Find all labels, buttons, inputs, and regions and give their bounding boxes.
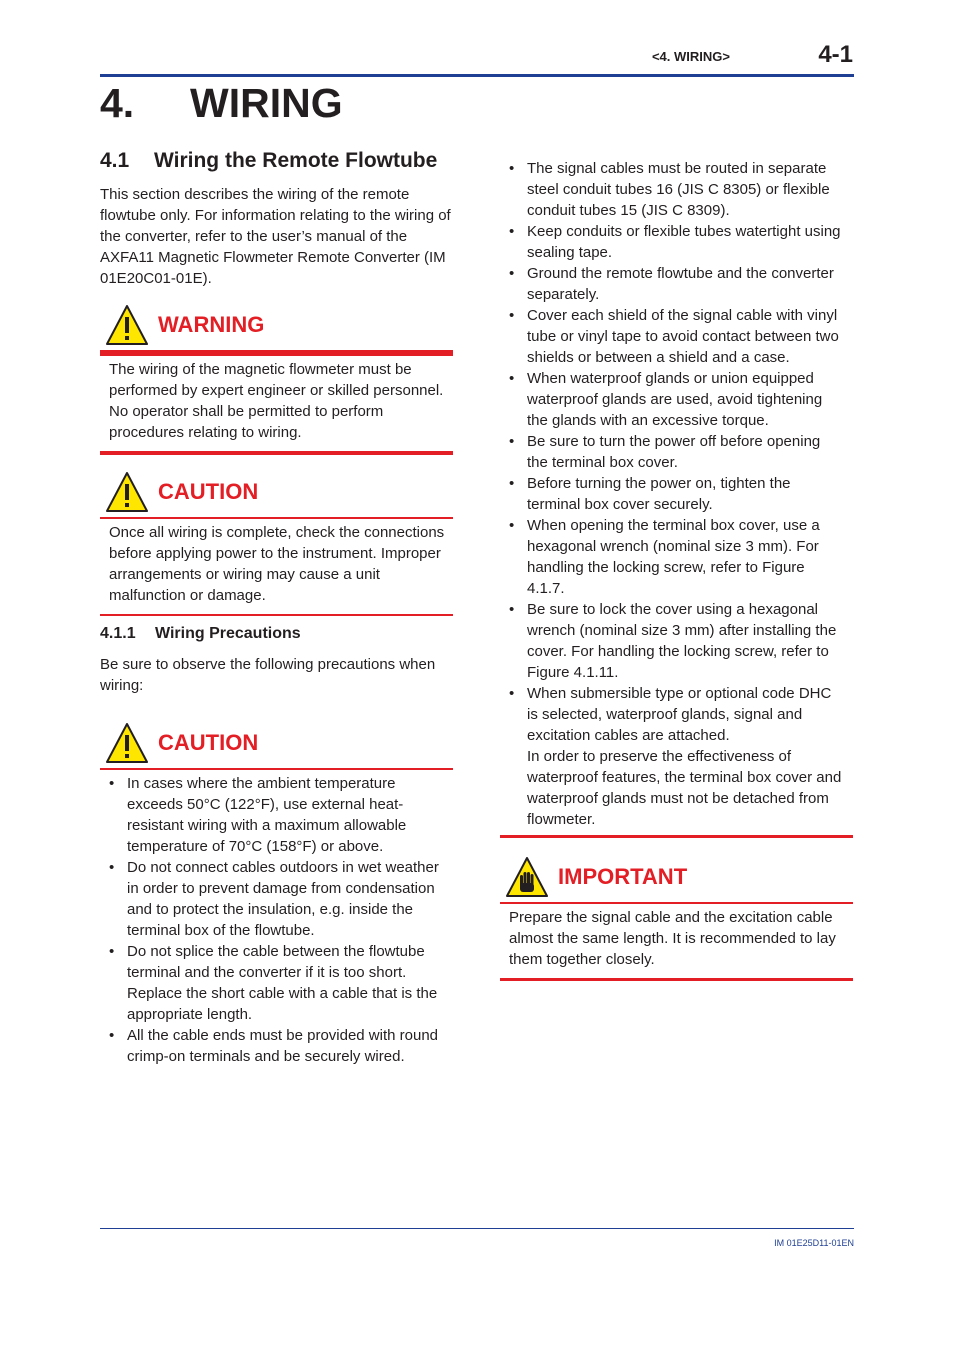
caution-continued-list bbox=[509, 158, 845, 830]
list-item: • When waterproof glands or union equipped waterproof glands are used, avoid tightening the glands with an excessive torque. bbox=[509, 368, 845, 431]
section-heading bbox=[100, 149, 437, 173]
list-item: • Be sure to lock the cover using a hexagonal wrench (nominal size 3 mm) after installing the cover. For handling the locking screw, refer to Figure 4.1.11. bbox=[509, 599, 845, 683]
chapter-title: WIRING bbox=[190, 80, 343, 126]
caution-triangle-icon bbox=[105, 471, 149, 513]
caution-triangle-icon bbox=[105, 722, 149, 764]
subsection-heading bbox=[100, 625, 301, 643]
subsection-number: 4.1.1 bbox=[100, 625, 136, 642]
warning-triangle-icon bbox=[105, 304, 149, 346]
important-box bbox=[500, 852, 853, 981]
list-item: • The signal cables must be routed in separate steel conduit tubes 16 (JIS C 8305) or flexible conduit tubes 15 (JIS C 8309). bbox=[509, 158, 845, 221]
important-bottom-bar bbox=[500, 978, 853, 981]
list-item: • When submersible type or optional code DHC is selected, waterproof glands, signal and excitation cables are attached. bbox=[509, 683, 845, 746]
list-item: • Do not connect cables outdoors in wet weather in order to prevent damage from condensation and to protect the insulation, e.g. inside the terminal box of the flowtube. bbox=[109, 857, 445, 941]
important-label: IMPORTANT bbox=[558, 864, 688, 889]
list-item: • Be sure to turn the power off before opening the terminal box cover. bbox=[509, 431, 845, 473]
list-item: • In cases where the ambient temperature exceeds 50°C (122°F), use external heat-resistant wiring with a maximum allowable temperature of 70°C (158°F) or above. bbox=[109, 773, 445, 857]
caution-label: CAUTION bbox=[158, 479, 259, 504]
subsection-title: Wiring Precautions bbox=[155, 625, 301, 642]
caution-precautions-box bbox=[100, 718, 453, 1075]
caution-label: CAUTION bbox=[158, 730, 259, 755]
caution-continued-box bbox=[500, 158, 853, 838]
list-item: • When opening the terminal box cover, use a hexagonal wrench (nominal size 3 mm). For handling the locking screw, refer to Figure 4.1.7. bbox=[509, 515, 845, 599]
header-rule bbox=[100, 74, 854, 77]
caution-precautions-list bbox=[109, 773, 445, 1067]
page-number: 4-1 bbox=[818, 41, 853, 68]
caution-bottom-rule bbox=[100, 614, 453, 616]
continuation-text: In order to preserve the effectiveness of waterproof features, the terminal box cover and waterproof glands must not be detached from flowmeter. bbox=[527, 748, 842, 828]
section-title: Wiring the Remote Flowtube bbox=[154, 149, 438, 172]
list-item: • Before turning the power on, tighten the terminal box cover securely. bbox=[509, 473, 845, 515]
list-item-continuation bbox=[509, 746, 845, 830]
warning-box bbox=[100, 300, 453, 455]
caution-text: Once all wiring is complete, check the connections before applying power to the instrument. Improper arrangements or wiring may cause a unit malfunction or damage. bbox=[109, 524, 445, 604]
important-text: Prepare the signal cable and the excitation cable almost the same length. It is recommended to lay them together closely. bbox=[509, 909, 836, 968]
list-item: • Do not splice the cable between the flowtube terminal and the converter if it is too short. Replace the short cable with a cable that is the appropriate length. bbox=[109, 941, 445, 1025]
caution-box bbox=[100, 467, 453, 616]
section-intro: This section describes the wiring of the remote flowtube only. For information relating to the wiring of the converter, refer to the user’s manual of the AXFA11 Magnetic Flowmeter Remote Converter (IM 01E20C01-01E). bbox=[100, 186, 451, 287]
running-header-chapter: <4. WIRING> bbox=[651, 49, 730, 64]
list-item: • Ground the remote flowtube and the converter separately. bbox=[509, 263, 845, 305]
document-id: IM 01E25D11-01EN bbox=[774, 1238, 854, 1248]
subsection-intro: Be sure to observe the following precautions when wiring: bbox=[100, 656, 436, 694]
chapter-number: 4. bbox=[100, 80, 135, 126]
list-item: • Cover each shield of the signal cable with vinyl tube or vinyl tape to avoid contact between two shields or between a shield and a case. bbox=[509, 305, 845, 368]
warning-bottom-bar bbox=[100, 451, 453, 455]
list-item: • All the cable ends must be provided with round crimp-on terminals and be securely wired. bbox=[109, 1025, 445, 1067]
list-item: • Keep conduits or flexible tubes watertight using sealing tape. bbox=[509, 221, 845, 263]
caution-bottom-bar bbox=[500, 835, 853, 838]
section-number: 4.1 bbox=[100, 149, 130, 172]
hand-stop-icon bbox=[505, 856, 549, 898]
footer-rule bbox=[100, 1228, 854, 1229]
warning-text: The wiring of the magnetic flowmeter must be performed by expert engineer or skilled personnel. No operator shall be permitted to perform procedures relating to wiring. bbox=[109, 361, 444, 441]
warning-label: WARNING bbox=[158, 312, 265, 337]
